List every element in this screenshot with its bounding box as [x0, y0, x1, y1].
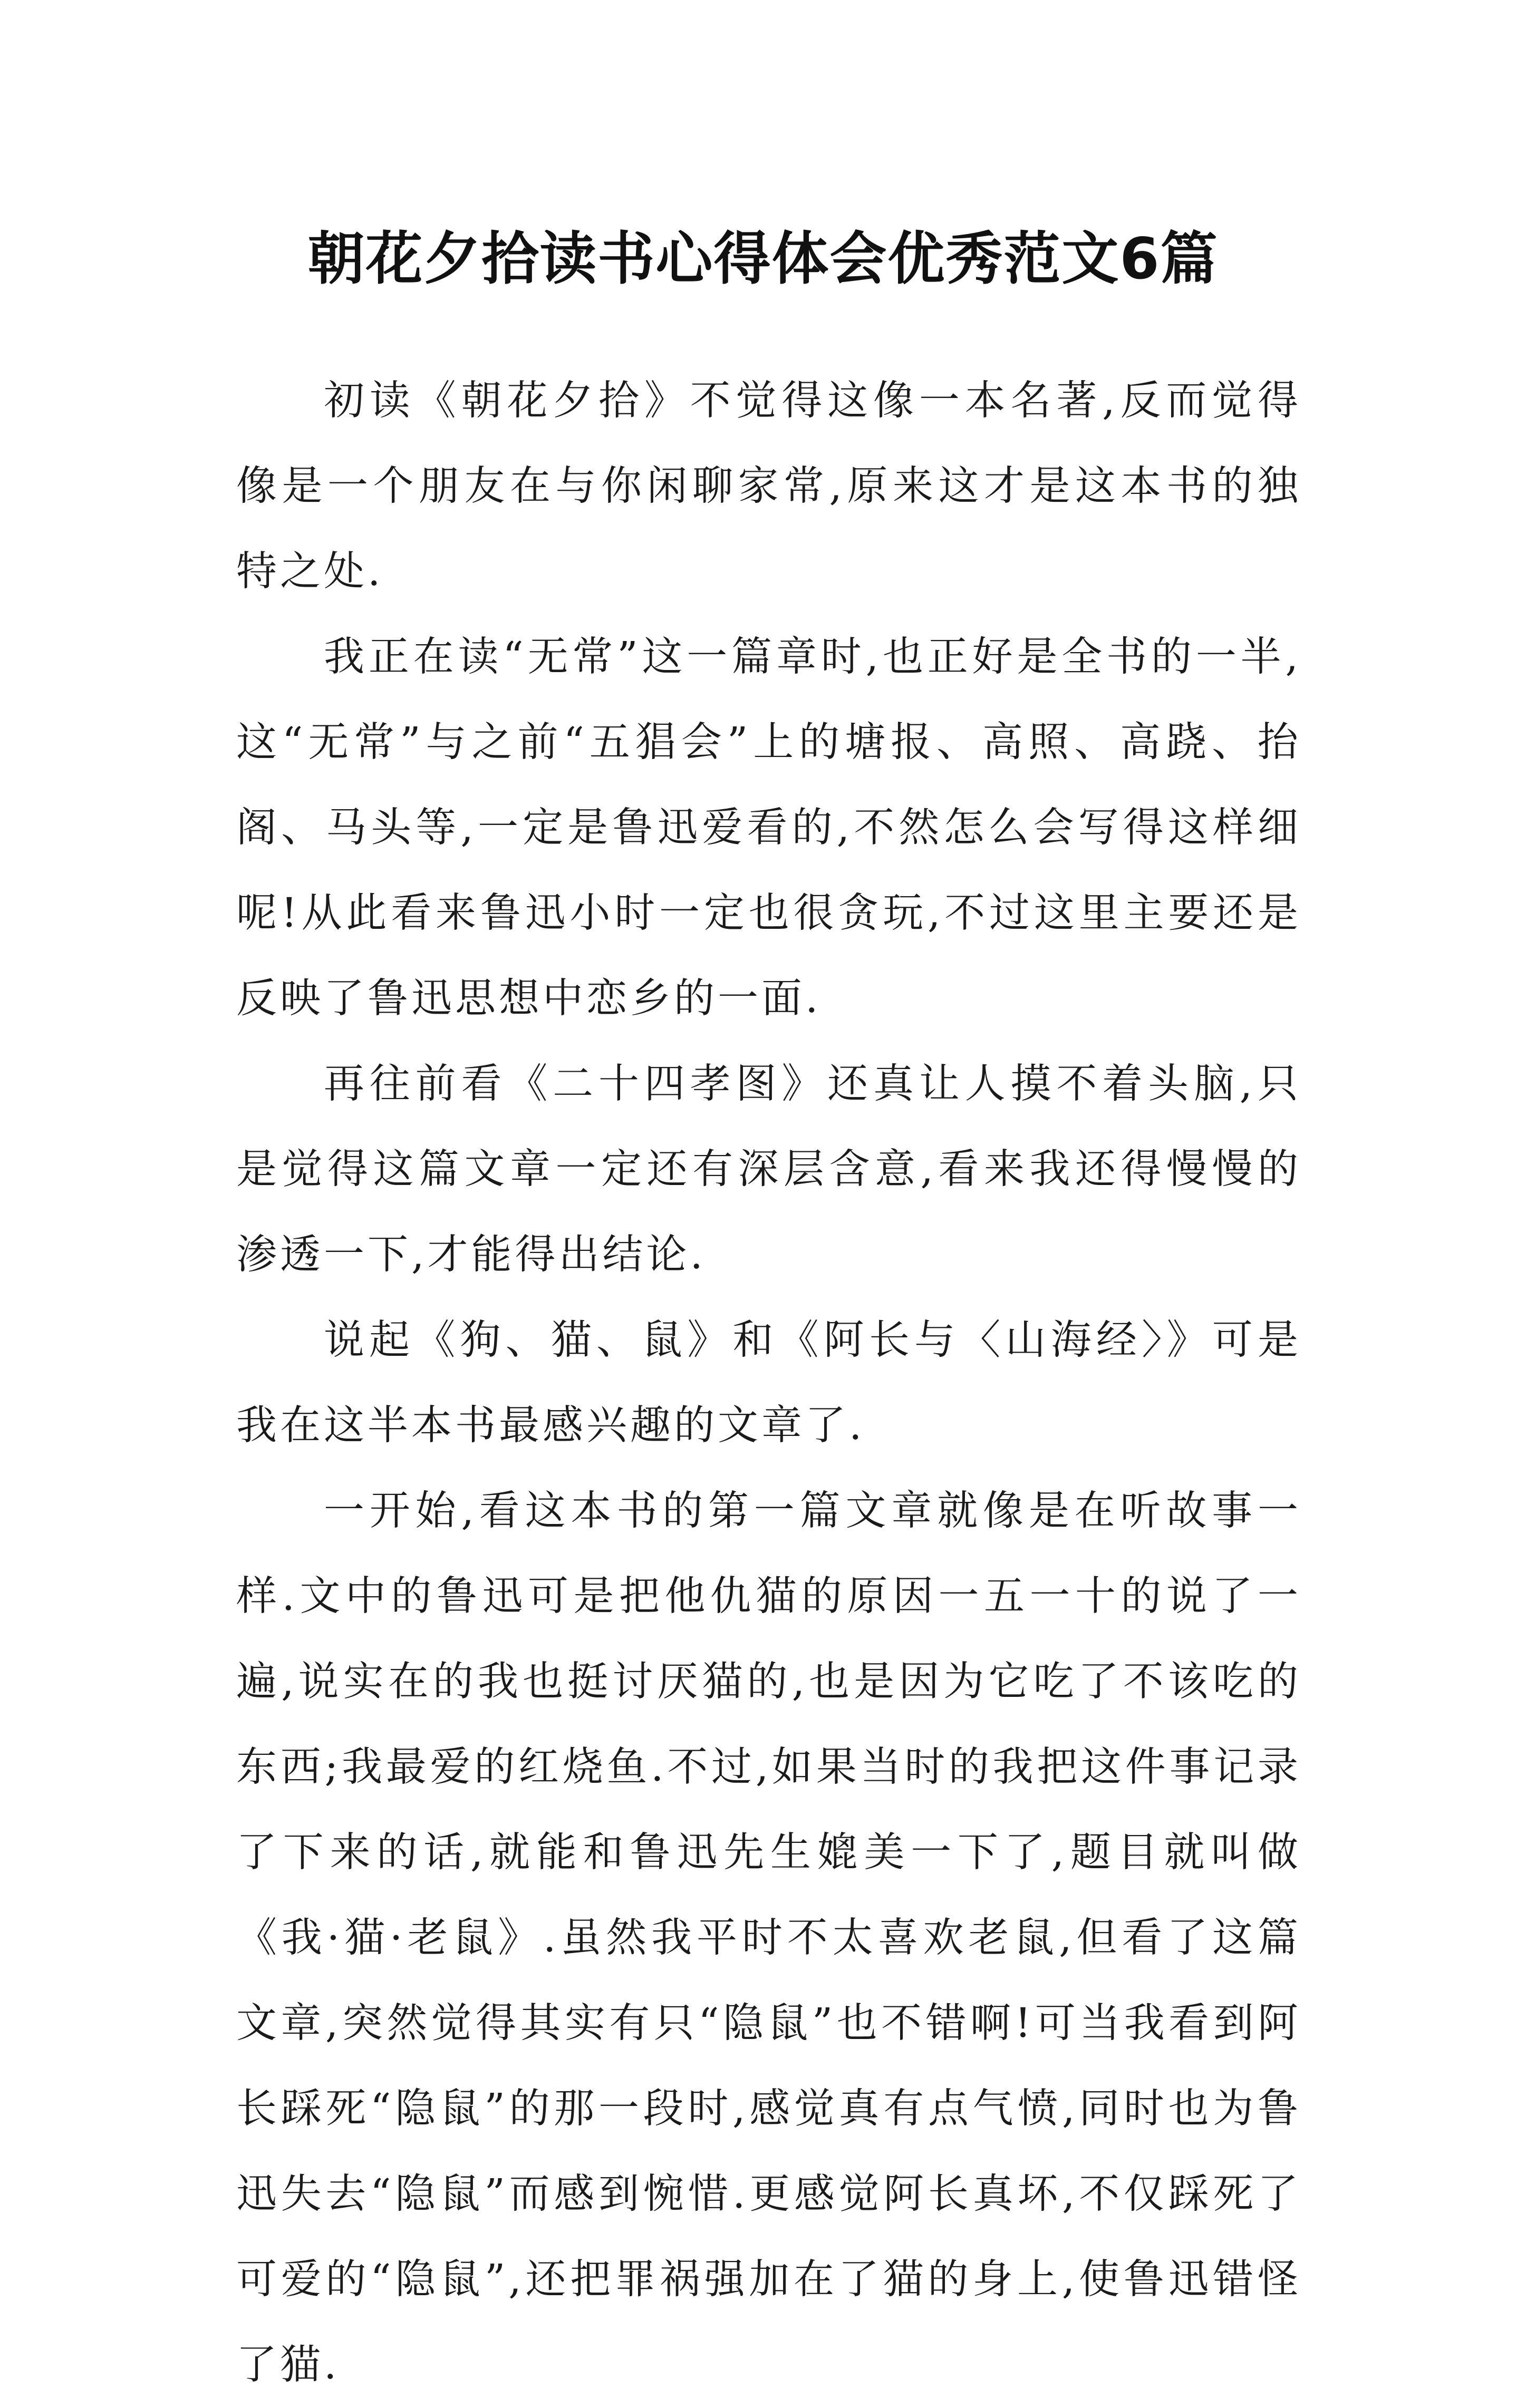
paragraph: 初读《朝花夕拾》不觉得这像一本名著,反而觉得像是一个朋友在与你闲聊家常,原来这才是这本书的独特之处.: [236, 377, 1301, 595]
document-title: 朝花夕拾读书心得体会优秀范文6篇: [307, 226, 1219, 293]
paragraph: 说起《狗、猫、鼠》和《阿长与〈山海经〉》可是我在这半本书最感兴趣的文章了.: [236, 1317, 1301, 1449]
paragraph: 再往前看《二十四孝图》还真让人摸不着头脑,只是觉得这篇文章一定还有深层含意,看来我还得慢慢的渗透一下,才能得出结论.: [236, 1061, 1301, 1278]
paragraph: 我正在读“无常”这一篇章时,也正好是全书的一半,这“无常”与之前“五猖会”上的塘报、高照、高跷、抬阁、马头等,一定是鲁迅爱看的,不然怎么会写得这样细呢!从此看来鲁迅小时一定也很贪玩,不过这里主要还是反映了鲁迅思想中恋乡的一面.: [236, 634, 1301, 1022]
paragraph: 一开始,看这本书的第一篇文章就像是在听故事一样.文中的鲁迅可是把他仇猫的原因一五一十的说了一遍,说实在的我也挺讨厌猫的,也是因为它吃了不该吃的东西;我最爱的红烧鱼.不过,如果当时的我把这件事记录了下来的话,就能和鲁迅先生媲美一下了,题目就叫做《我·猫·老鼠》.虽然我平时不太喜欢老鼠,但看了这篇文章,突然觉得其实有只“隐鼠”也不错啊!可当我看到阿长踩死“隐鼠”的那一段时,感觉真有点气愤,同时也为鲁迅失去“隐鼠”而感到惋惜.更感觉阿长真坏,不仅踩死了可爱的“隐鼠”,还把罪祸强加在了猫的身上,使鲁迅错怪了猫.: [236, 1488, 1301, 2388]
document-body: [236, 358, 1301, 2408]
